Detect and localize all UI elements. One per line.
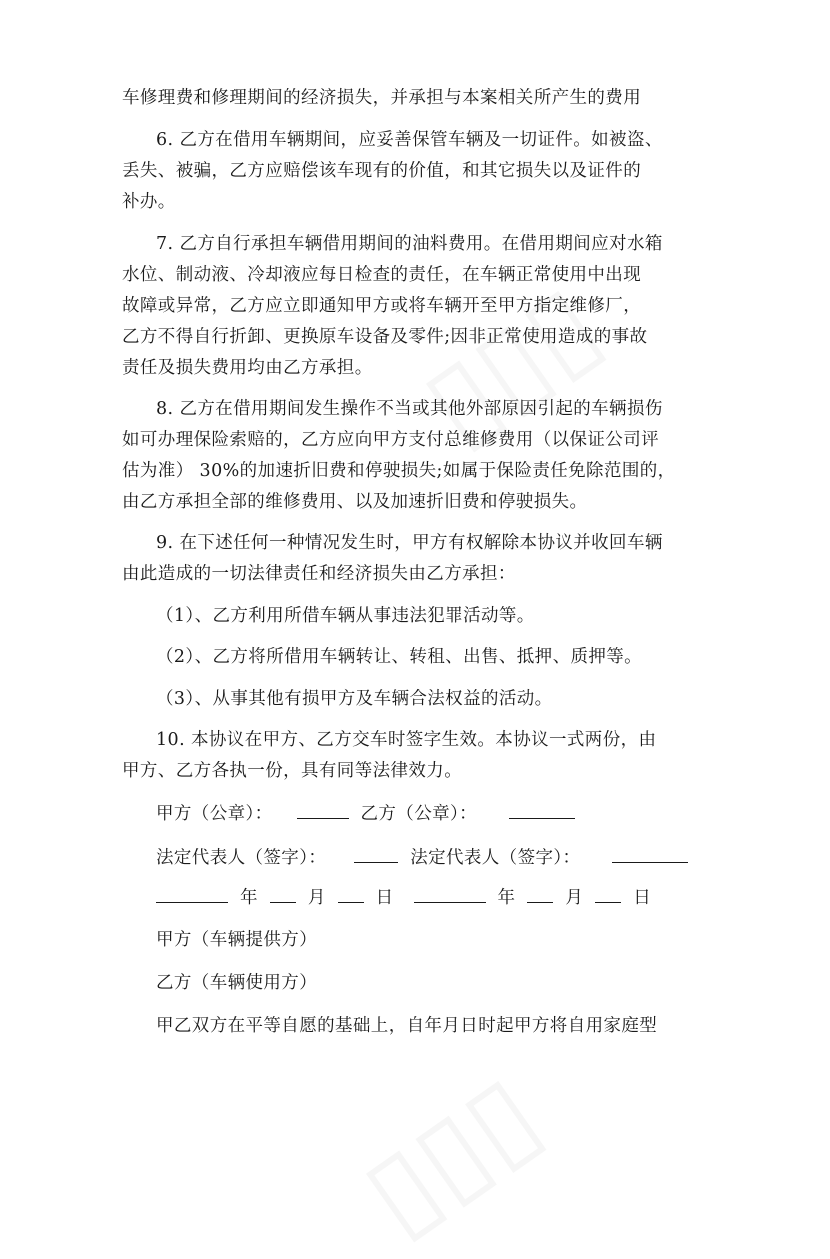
day-label: 日 [633,888,652,908]
paragraph-7-line: 责任及损失费用均由乙方承担。 [122,358,373,378]
party-a-seal-label: 甲方（公章）： [156,804,273,824]
date-line [156,884,710,911]
legal-rep-line [156,844,710,871]
date-blank [595,884,621,903]
list-item: （1）、乙方利用所借车辆从事违法犯罪活动等。 [156,606,535,626]
legal-rep-a-blank [354,844,398,863]
party-b-user: 乙方（车辆使用方） [156,973,318,993]
party-a-provider: 甲方（车辆提供方） [156,930,318,950]
paragraph-7-line: 故障或异常，乙方应立即通知甲方或将车辆开至甲方指定维修厂， [122,296,642,316]
paragraph-8-line: 8. 乙方在借用期间发生操作不当或其他外部原因引起的车辆损伤 [156,399,663,419]
legal-rep-b-blank [612,844,688,863]
party-b-seal-blank [509,800,575,819]
paragraph-5-tail: 车修理费和修理期间的经济损失，并承担与本案相关所产生的费用 [122,88,642,108]
year-label: 年 [239,888,258,908]
list-item: （3）、从事其他有损甲方及车辆合法权益的活动。 [156,689,553,709]
date-blank [270,884,296,903]
year-label: 年 [497,888,516,908]
paragraph-7-line: 水位、制动液、冷却液应每日检查的责任，在车辆正常使用中出现 [122,265,642,285]
legal-rep-b-label: 法定代表人（签字）： [410,848,581,868]
paragraph-7-line: 7. 乙方自行承担车辆借用期间的油料费用。在借用期间应对水箱 [156,234,663,254]
watermark [340,1049,562,1258]
paragraph-8-line: 由乙方承担全部的维修费用、以及加速折旧费和停驶损失。 [122,492,588,512]
party-a-seal-blank [297,800,349,819]
month-label: 月 [307,888,326,908]
closing-paragraph: 甲乙双方在平等自愿的基础上，自年月日时起甲方将自用家庭型 [156,1016,658,1036]
paragraph-8-line: 如可办理保险索赔的，乙方应向甲方支付总维修费用（以保证公司评 [122,430,659,450]
date-blank [338,884,364,903]
legal-rep-a-label: 法定代表人（签字）： [156,848,327,868]
month-label: 月 [565,888,584,908]
date-blank [156,884,228,903]
paragraph-9-line: 由此造成的一切法律责任和经济损失由乙方承担： [122,564,516,584]
paragraph-7-line: 乙方不得自行折卸、更换原车设备及零件;因非正常使用造成的事故 [122,327,648,347]
list-item: （2）、乙方将所借用车辆转让、转租、出售、抵押、质押等。 [156,647,643,667]
paragraph-6-line: 丢失、被骗，乙方应赔偿该车现有的价值，和其它损失以及证件的 [122,161,642,181]
paragraph-8-line: 估为准） 30%的加速折旧费和停驶损失;如属于保险责任免除范围的， [122,461,676,481]
seal-line [156,800,710,827]
party-b-seal-label: 乙方（公章）： [360,804,478,824]
paragraph-6-line: 补办。 [122,192,176,212]
paragraph-6-line: 6. 乙方在借用车辆期间，应妥善保管车辆及一切证件。如被盗、 [156,130,663,150]
date-blank [414,884,486,903]
day-label: 日 [375,888,394,908]
paragraph-10-line: 甲方、乙方各执一份，具有同等法律效力。 [122,761,463,781]
date-blank [527,884,553,903]
paragraph-9-line: 9. 在下述任何一种情况发生时，甲方有权解除本协议并收回车辆 [156,533,663,553]
paragraph-10-line: 10. 本协议在甲方、乙方交车时签字生效。本协议一式两份，由 [156,730,657,750]
